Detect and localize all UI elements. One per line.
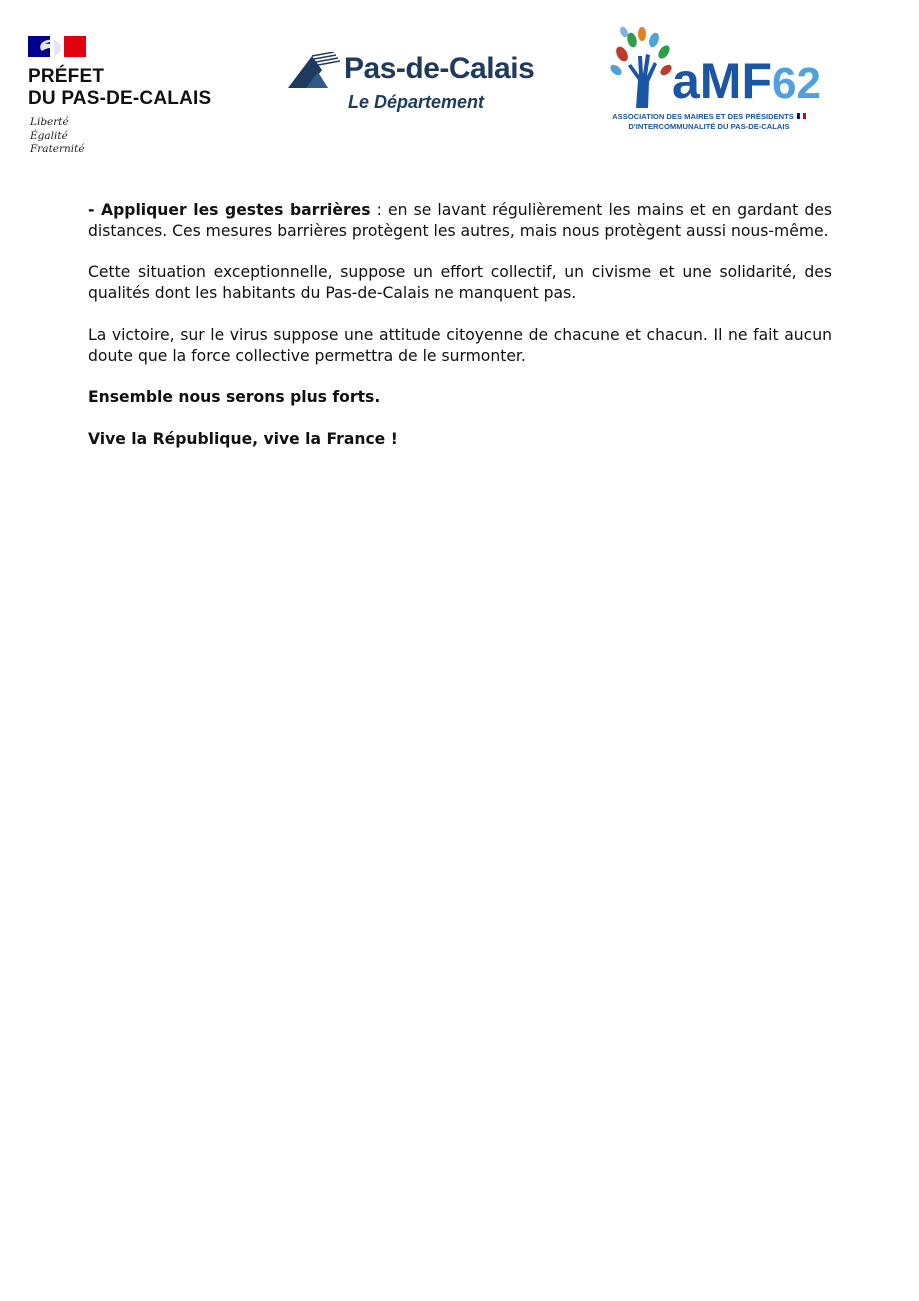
prefet-title <box>28 66 211 110</box>
paragraph-victoire: La victoire, sur le virus suppose une attitude citoyenne de chacune et chacun. Il ne fait aucun doute que la force collective permettra de le surmonter. <box>88 325 832 365</box>
gestes-barrieres-text: : en se lavant régulièrement les mains et en gardant des distances. Ces mesures barrières protègent les autres, mais nous protègent aussi nous-même. <box>88 201 832 240</box>
departement-name: Pas-de-Calais <box>344 52 535 85</box>
departement-logo <box>288 50 553 120</box>
departement-subtitle: Le Département <box>348 92 485 112</box>
amf-caption-line2: D'INTERCOMMUNALITÉ DU PAS-DE-CALAIS <box>628 122 790 131</box>
amf62-name <box>672 54 821 111</box>
republic-motto <box>30 116 85 157</box>
motto-liberte: Liberté <box>30 116 69 128</box>
closing-vive-la-republique: Vive la République, vive la France ! <box>88 429 398 448</box>
departement-mark-icon <box>288 52 340 88</box>
amf62-logo <box>594 26 894 134</box>
gestes-barrieres-heading: - Appliquer les gestes barrières <box>88 201 371 219</box>
prefet-title-line1: PRÉFET <box>28 66 105 87</box>
amf-number: 62 <box>772 59 821 108</box>
marianne-flag-icon <box>28 36 86 57</box>
mini-flag-icon <box>797 113 806 119</box>
motto-egalite: Égalité <box>30 129 68 142</box>
amf-caption-line1 <box>594 112 824 122</box>
closing-ensemble: Ensemble nous serons plus forts. <box>88 388 381 407</box>
amf-caption-line1-text: ASSOCIATION DES MAIRES ET DES PRÉSIDENTS <box>612 112 794 121</box>
letterhead <box>0 0 919 170</box>
amf-letters: aMF <box>672 53 772 109</box>
motto-fraternite: Fraternité <box>30 143 85 155</box>
document-body <box>88 200 832 470</box>
paragraph-gestes-barrieres <box>88 200 832 242</box>
paragraph-effort-collectif: Cette situation exceptionnelle, suppose un effort collectif, un civisme et une solidarité, des qualités dont les habitants du Pas-de-Calais ne manquent pas. <box>88 263 832 303</box>
prefet-title-line2: DU PAS-DE-CALAIS <box>28 88 212 109</box>
amf62-caption <box>594 112 824 132</box>
tree-hand-icon <box>608 26 672 108</box>
